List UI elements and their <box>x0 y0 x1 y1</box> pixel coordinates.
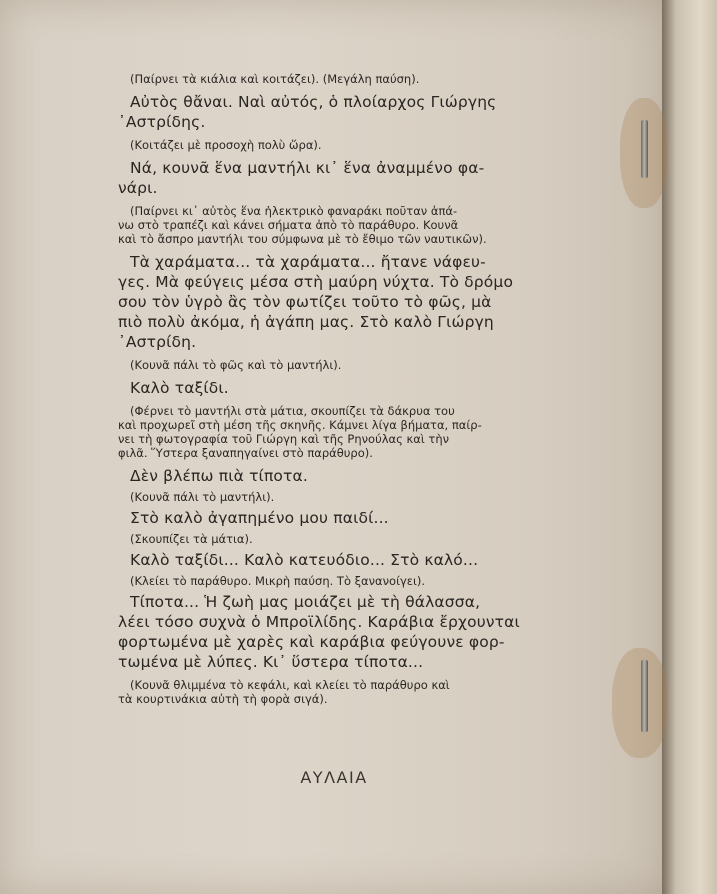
text-line: καὶ τὸ ἄσπρο μαντήλι του σύμφωνα μὲ τὸ ἔθιμο τῶν ναυτικῶν). <box>118 232 487 246</box>
stage-direction <box>118 532 558 546</box>
text-line: λέει τόσο συχνὰ ὁ Μπροϊλίδης. Καράβια ἔρχουνται <box>118 613 520 631</box>
text-line: (Κοιτάζει μὲ προσοχὴ πολὺ ὥρα). <box>130 138 322 152</box>
text-line: γες. Μὰ φεύγεις μέσα στὴ μαύρη νύχτα. Τὸ δρόμο <box>118 273 514 291</box>
text-line: σου τὸν ὑγρὸ ἂς τὸν φωτίζει τοῦτο τὸ φῶς, μὰ <box>118 293 492 311</box>
text-line: Τίποτα... Ἡ ζωὴ μας μοιάζει μὲ τὴ θάλασσα, <box>130 593 481 611</box>
dialogue <box>118 550 558 570</box>
text-line: (Κουνᾶ πάλι τὸ φῶς καὶ τὸ μαντήλι). <box>130 358 342 372</box>
text-line: φιλᾶ. Ὕστερα ξαναπηγαίνει στὸ παράθυρο). <box>118 446 373 460</box>
stage-direction <box>118 138 558 152</box>
text-line: φορτωμένα μὲ χαρὲς καὶ καράβια φεύγουνε φορ- <box>118 633 505 651</box>
text-line: Καλὸ ταξίδι... Καλὸ κατευόδιο... Στὸ καλό... <box>130 551 479 569</box>
dialogue <box>118 592 558 672</box>
stage-direction <box>118 72 558 86</box>
text-line: (Κουνᾶ πάλι τὸ μαντήλι). <box>130 490 275 504</box>
text-line: ᾿Αστρίδης. <box>118 113 206 131</box>
text-line: τωμένα μὲ λύπες. Κι᾿ ὕστερα τίποτα... <box>118 653 424 671</box>
text-line: (Παίρνει κι᾿ αὐτὸς ἕνα ἠλεκτρικὸ φαναράκι ποῦταν ἀπά- <box>130 204 458 218</box>
dialogue <box>118 508 558 528</box>
text-line: Τὰ χαράματα... τὰ χαράματα... ἤτανε νάφευ- <box>130 253 486 271</box>
play-text <box>118 72 558 712</box>
stage-direction <box>118 574 558 588</box>
text-line: (Κουνᾶ θλιμμένα τὸ κεφάλι, καὶ κλείει τὸ παράθυρο καὶ <box>130 678 450 692</box>
text-line: καὶ προχωρεῖ στὴ μέση τῆς σκηνῆς. Κάμνει λίγα βήματα, παίρ- <box>118 418 482 432</box>
book-spine-edge <box>662 0 717 894</box>
stage-direction <box>118 678 558 706</box>
stage-direction <box>118 404 558 460</box>
staple <box>641 120 648 178</box>
paper-stain <box>612 648 668 758</box>
text-line: πιὸ πολὺ ἀκόμα, ἡ ἀγάπη μας. Στὸ καλὸ Γιώργη <box>118 313 494 331</box>
stage-direction <box>118 204 558 246</box>
dialogue <box>118 252 558 352</box>
stage-direction <box>118 490 558 504</box>
text-line: τὰ κουρτινάκια αὐτὴ τὴ φορὰ σιγά). <box>118 692 328 706</box>
dialogue <box>118 92 558 132</box>
text-line: Καλὸ ταξίδι. <box>130 379 229 397</box>
curtain-heading: ΑΥΛΑΙΑ <box>300 768 368 787</box>
text-line: νάρι. <box>118 179 158 197</box>
text-line: Αὐτὸς θἄναι. Ναὶ αὐτός, ὁ πλοίαρχος Γιώργης <box>130 93 497 111</box>
text-line: Στὸ καλὸ ἀγαπημένο μου παιδί... <box>130 509 389 527</box>
text-line: Νά, κουνᾶ ἕνα μαντήλι κι᾿ ἕνα ἀναμμένο φα- <box>130 159 485 177</box>
text-line: νει τὴ φωτογραφία τοῦ Γιώργη καὶ τῆς Ρηνούλας καὶ τὴν <box>118 432 450 446</box>
staple <box>641 660 648 732</box>
stage-direction <box>118 358 558 372</box>
dialogue <box>118 158 558 198</box>
dialogue <box>118 378 558 398</box>
dialogue <box>118 466 558 486</box>
text-line: Δὲν βλέπω πιὰ τίποτα. <box>130 467 308 485</box>
text-line: (Κλείει τὸ παράθυρο. Μικρὴ παύση. Τὸ ξανανοίγει). <box>130 574 426 588</box>
text-line: νω στὸ τραπέζι καὶ κάνει σήματα ἀπὸ τὸ παράθυρο. Κουνᾶ <box>118 218 459 232</box>
text-line: (Παίρνει τὰ κιάλια καὶ κοιτάζει). (Μεγάλη παύση). <box>130 72 420 86</box>
text-line: (Σκουπίζει τὰ μάτια). <box>130 532 253 546</box>
text-line: ᾿Αστρίδη. <box>118 333 197 351</box>
text-line: (Φέρνει τὸ μαντήλι στὰ μάτια, σκουπίζει τὰ δάκρυα του <box>130 404 455 418</box>
